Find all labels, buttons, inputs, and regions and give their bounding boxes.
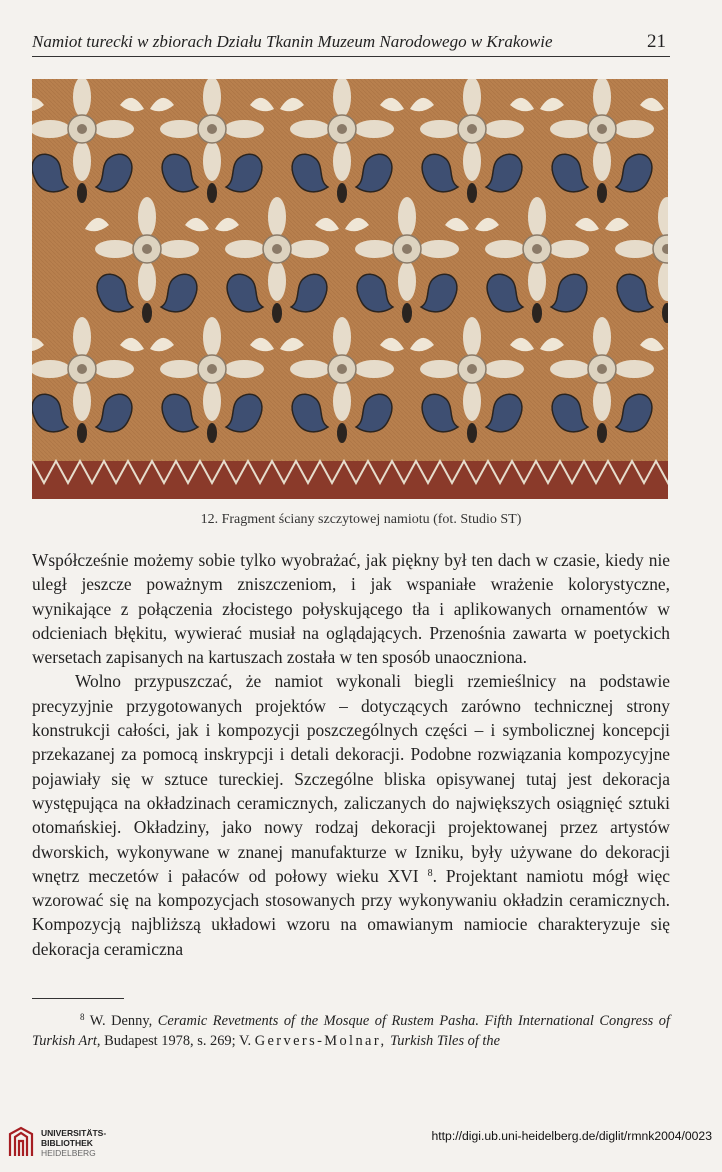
footnote-title-1: Ceramic Revetments of the Mosque of Rustem Pasha. Fifth International Congress of Turkish Art (32, 1013, 670, 1049)
footnote-ref[interactable]: 8 (427, 867, 433, 879)
footnote-author-1: W. Denny, (89, 1013, 153, 1029)
running-title: Namiot turecki w zbiorach Działu Tkanin Muzeum Narodowego w Krakowie (32, 32, 553, 51)
body-text (32, 548, 670, 961)
textile-pattern (32, 79, 668, 499)
library-name (41, 1128, 106, 1158)
footnote-author-2: Gervers-Molnar, (254, 1033, 387, 1049)
running-head (32, 28, 670, 57)
footnote-publication-1: , Budapest 1978, s. 269; V. (96, 1033, 252, 1049)
footnote-rule (32, 998, 124, 999)
paragraph-2-part-2: . Projektant namiotu mógł więc wzorować się na kompozycjach stosowanych przy wykonywaniu okładzin ceramicznych. Kompozycją najbliższą układowi wzoru na omawianym namiocie charakteryzuje się dekoracja ceramiczna (32, 865, 670, 959)
footnote-title-2: Turkish Tiles of the (390, 1033, 501, 1049)
footnote (32, 1011, 670, 1051)
page-number: 21 (647, 31, 666, 52)
library-logo[interactable] (8, 1124, 158, 1166)
library-name-line-1: UNIVERSITÄTS- (41, 1128, 107, 1138)
footnote-number: 8 (80, 1012, 85, 1022)
paragraph-1: Współcześnie możemy sobie tylko wyobrażać, jak piękny był ten dach w czasie, kiedy nie uległ jeszcze poważnym zniszczeniom, i jak wspaniałe wrażenie kolorystyczne, wynikające z połączenia złocistego połyskującego tła i aplikowanych ornamentów w odcieniach błękitu, wywierać musiał na oglądających. Przenośnia zawarta w poetyckich wersetach zapisanych na kartuszach została w ten sposób unaoczniona. (32, 550, 670, 668)
library-emblem-icon (8, 1126, 34, 1158)
library-name-line-3: HEIDELBERG (41, 1148, 96, 1158)
paragraph-2 (32, 669, 670, 961)
source-url[interactable]: http://digi.ub.uni-heidelberg.de/diglit/rmnk2004/0023 (431, 1129, 712, 1143)
paragraph-2-part-1: Wolno przypuszczać, że namiot wykonali biegli rzemieślnicy na podstawie precyzyjnie przygotowanych projektów – dotyczących zarówno technicznej strony konstrukcji całości, jak i kompozycji poszczególnych części – i symbolicznej koncepcji przekazanej za pomocą inskrypcji i detali dekoracji. Podobne rozwiązania kompozycyjne pojawiały się w sztuce tureckiej. Szczególne bliska opisywanej tutaj jest dekoracja występująca na okładzinach ceramicznych, zaliczanych do największych osiągnięć sztuki otomańskiej. Okładziny, jako nowy rodzaj dekoracji projektowanej przez artystów dworskich, wykonywane w znanej manufakturze w Izniku, były używane do dekoracji wnętrz meczetów i pałaców od połowy wieku XVI (32, 671, 670, 886)
library-name-line-2: BIBLIOTHEK (41, 1138, 93, 1148)
figure-caption: 12. Fragment ściany szczytowej namiotu (fot. Studio ST) (200, 512, 522, 527)
figure-textile-photo (32, 79, 668, 499)
